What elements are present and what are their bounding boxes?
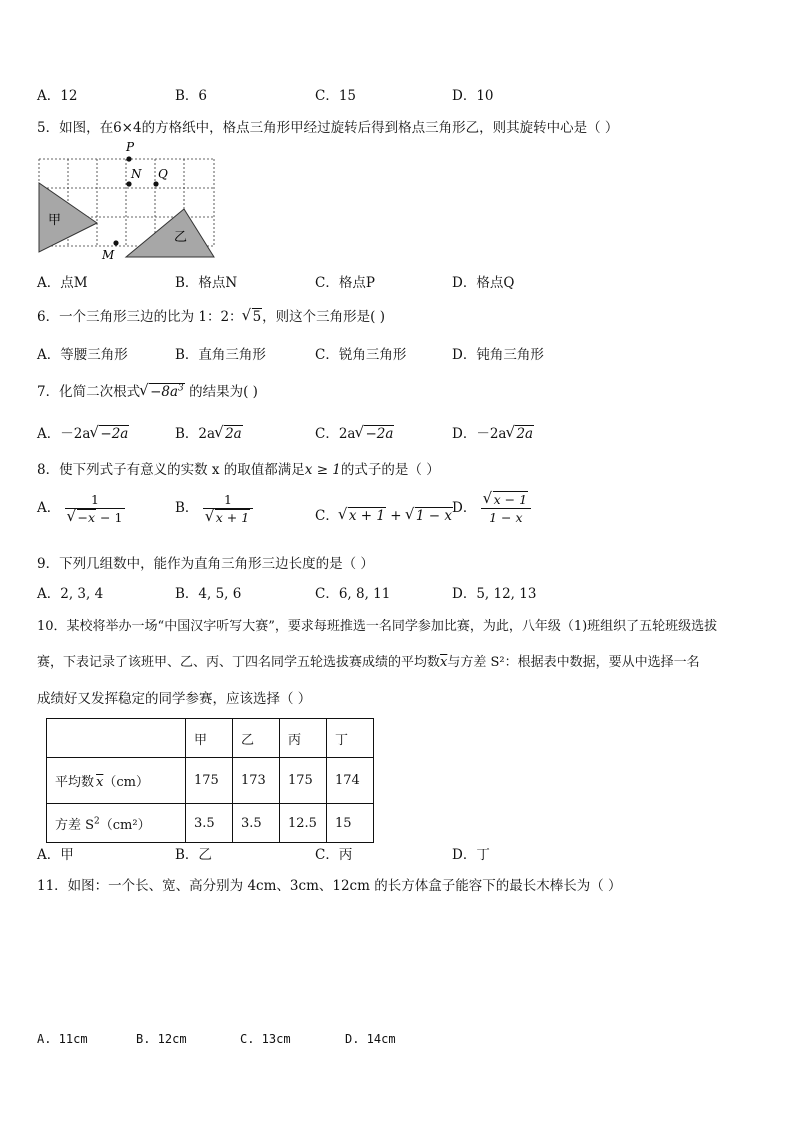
q7-radicand xyxy=(149,383,185,400)
q7-a-sqrt xyxy=(90,426,129,442)
q10-option-d: D．丁 xyxy=(452,847,490,863)
q8-c-rad1: x + 1 xyxy=(348,508,385,524)
q7-b-rad: 2a xyxy=(225,426,242,442)
table-header-cell: 甲 xyxy=(186,719,233,758)
q8-a-den-rad: −x xyxy=(77,510,96,525)
q7-d-sqrt xyxy=(506,426,534,442)
q9-option-a: A．2, 3, 4 xyxy=(37,586,104,602)
point-m xyxy=(113,240,118,245)
q8-option-b xyxy=(175,492,253,525)
q10-line3: 成绩好又发挥稳定的同学参赛，应该选择（ ） xyxy=(37,691,312,707)
q5-stem: 5．如图，在6×4的方格纸中，格点三角形甲经过旋转后得到格点三角形乙，则其旋转中心是（ ） xyxy=(37,120,619,136)
table-cell: 12.5 xyxy=(280,804,327,843)
q7-c-label: C． xyxy=(315,426,339,442)
label-p: P xyxy=(126,140,135,154)
q11-option-a: A. 11cm xyxy=(37,1032,88,1046)
q7-d-coef: －2a xyxy=(476,426,507,442)
q5-grid-figure xyxy=(34,138,220,262)
q7-stem-pre: 7．化简二次根式 xyxy=(37,384,141,400)
q10-line2-pre: 赛，下表记录了该班甲、乙、丙、丁四名同学五轮选拔赛成绩的平均数 xyxy=(37,655,441,670)
table-row xyxy=(47,758,374,804)
q8-stem-pre: 8．使下列式子有意义的实数 x 的取值都满足 xyxy=(37,462,305,478)
q8-c-plus: + xyxy=(385,508,406,524)
point-n xyxy=(126,181,131,186)
q6-radicand: 5 xyxy=(252,309,262,325)
q8-d-den: 1 − x xyxy=(489,510,523,525)
q8-d-num xyxy=(481,492,531,509)
q10-table xyxy=(46,718,374,843)
q10-option-b: B．乙 xyxy=(175,847,212,863)
q11-option-c: C. 13cm xyxy=(240,1032,291,1046)
q8-stem xyxy=(37,458,440,478)
q8-a-num: 1 xyxy=(65,492,126,509)
q8-stem-post: 的式子的是（ ） xyxy=(340,462,440,478)
table-header-row xyxy=(47,719,374,758)
table-header-cell: 丙 xyxy=(280,719,327,758)
q7-a-coef: －2a xyxy=(60,426,91,442)
row1-label: 平均数 xyxy=(55,775,95,790)
table-cell: 174 xyxy=(327,758,374,804)
q6-stem-post: ，则这个三角形是( ) xyxy=(262,309,385,325)
q8-a-sqrt xyxy=(68,510,97,525)
q8-d-sqrt xyxy=(484,492,528,507)
q11-option-d: D. 14cm xyxy=(345,1032,396,1046)
q6-option-c: C．锐角三角形 xyxy=(315,347,407,363)
q5-option-d: D．格点Q xyxy=(452,275,515,291)
table-row-label: 方差 $S^2(cm^2)$ xyxy=(47,804,186,843)
q11-stem: 11．如图：一个长、宽、高分别为 4cm、3cm、12cm 的长方体盒子能容下的最长木棒长为（ ） xyxy=(37,878,622,894)
q7-c-coef: 2a xyxy=(338,426,356,442)
q8-d-fraction xyxy=(481,492,531,525)
table-cell: 175 xyxy=(186,758,233,804)
q6-option-b: B．直角三角形 xyxy=(175,347,266,363)
q8-option-a xyxy=(37,492,125,525)
q8-c-label: C． xyxy=(315,508,339,524)
table-cell: 173 xyxy=(233,758,280,804)
q8-b-fraction xyxy=(203,492,253,525)
q8-b-den-rad: x + 1 xyxy=(215,510,250,525)
q7-stem xyxy=(37,380,258,400)
q10-xbar: $\overline{x}$ xyxy=(440,655,448,670)
table-header-cell xyxy=(47,719,186,758)
q5-option-b: B．格点N xyxy=(175,275,238,291)
label-n: N xyxy=(131,167,142,181)
q7-c-sqrt xyxy=(355,426,394,442)
label-yi: 乙 xyxy=(174,230,188,245)
q8-a-den xyxy=(65,509,126,525)
q4-option-d: D．10 xyxy=(452,88,494,104)
table-header-cell: 乙 xyxy=(233,719,280,758)
table-row xyxy=(47,804,374,843)
q5-option-a: A．点M xyxy=(37,275,88,291)
q4-option-a: A．12 xyxy=(37,88,78,104)
q7-b-sqrt xyxy=(215,426,243,442)
label-q: Q xyxy=(158,167,168,181)
q7-b-label: B． xyxy=(175,426,199,442)
q4-option-b: B．6 xyxy=(175,88,208,104)
point-p xyxy=(126,156,131,161)
q9-option-d: D．5, 12, 13 xyxy=(452,586,537,602)
q7-radicand-base: −8a xyxy=(150,384,179,400)
q10-line2-post: 与方差 S²：根据表中数据，要从中选择一名 xyxy=(447,655,700,670)
q6-stem-pre: 6．一个三角形三边的比为 1：2： xyxy=(37,309,243,325)
q7-d-label: D． xyxy=(452,426,477,442)
q8-c-sqrt1 xyxy=(339,508,386,524)
q6-sqrt xyxy=(243,309,263,325)
q6-option-d: D．钝角三角形 xyxy=(452,347,544,363)
table-cell: 15 xyxy=(327,804,374,843)
q6-option-a: A．等腰三角形 xyxy=(37,347,128,363)
q7-c-rad: −2a xyxy=(365,426,394,442)
q7-a-rad: −2a xyxy=(100,426,129,442)
q8-b-sqrt xyxy=(206,510,250,525)
q9-option-b: B．4, 5, 6 xyxy=(175,586,242,602)
row2-label: 方差 S xyxy=(55,817,95,833)
q10-option-a: A．甲 xyxy=(37,847,74,863)
q6-stem xyxy=(37,305,385,325)
table-header-cell: 丁 xyxy=(327,719,374,758)
q8-d-label: D． xyxy=(452,500,477,516)
table-cell: 3.5 xyxy=(233,804,280,843)
q7-b-coef: 2a xyxy=(198,426,216,442)
q8-b-label: B． xyxy=(175,500,199,516)
q7-d-rad: 2a xyxy=(516,426,534,442)
q8-option-c xyxy=(315,504,453,524)
q8-c-sqrt2 xyxy=(406,508,453,524)
q8-c-rad2: 1 − x xyxy=(415,508,452,524)
table-row-label xyxy=(47,758,186,804)
q10-line1: 10．某校将举办一场“中国汉字听写大赛”，要求每班推选一名同学参加比赛，为此，八年级（1)班组织了五轮班级选拔 xyxy=(37,619,718,634)
q7-sqrt xyxy=(140,384,185,401)
q7-option-c xyxy=(315,422,394,442)
q7-option-d xyxy=(452,422,534,442)
q4-option-c: C．15 xyxy=(315,88,357,104)
q8-b-num: 1 xyxy=(203,492,253,509)
table-cell: 3.5 xyxy=(186,804,233,843)
table-cell: 175 xyxy=(280,758,327,804)
q8-a-den-tail: − 1 xyxy=(96,510,123,525)
q8-a-label: A． xyxy=(37,500,61,516)
point-q xyxy=(153,181,158,186)
label-m: M xyxy=(102,248,115,262)
q8-condition: x ≥ 1 xyxy=(304,462,341,478)
label-jia: 甲 xyxy=(48,213,62,228)
q7-a-label: A． xyxy=(37,426,61,442)
q7-option-b xyxy=(175,422,243,442)
q9-stem: 9．下列几组数中，能作为直角三角形三边长度的是（ ） xyxy=(37,556,374,572)
q10-option-c: C．丙 xyxy=(315,847,353,863)
q7-radicand-exp: 3 xyxy=(178,383,184,394)
q10-line2 xyxy=(37,651,700,670)
q8-option-d xyxy=(452,492,531,525)
q11-option-b: B. 12cm xyxy=(136,1032,187,1046)
row1-unit: （cm） xyxy=(103,775,149,790)
row2-unit: （cm²） xyxy=(99,817,151,833)
q8-d-num-rad: x − 1 xyxy=(493,492,528,507)
q8-a-fraction xyxy=(65,492,126,525)
q7-option-a xyxy=(37,422,129,442)
q8-b-den xyxy=(203,509,253,525)
row1-xbar: $\overline{x}$ xyxy=(96,775,104,790)
triangle-yi xyxy=(126,209,214,257)
q9-option-c: C．6, 8, 11 xyxy=(315,586,391,602)
q5-option-c: C．格点P xyxy=(315,275,375,291)
q7-stem-post: 的结果为( ) xyxy=(189,384,258,400)
